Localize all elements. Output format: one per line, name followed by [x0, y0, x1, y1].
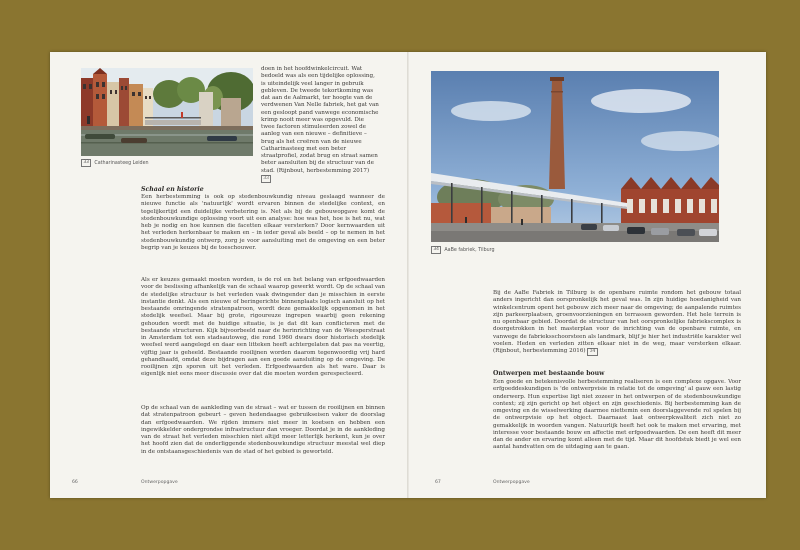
figure-caption-33 [81, 159, 149, 167]
photo-aabe-fabriek-tilburg [431, 71, 719, 242]
paragraph-ontwerpen: Een goede en betekenisvolle herbestemming realiseren is een complexe opgave. Voor erfgoeddeskundigen is 'de ontwerpvisie in relatie tot de omgeving' al gauw een lastig onderwerp. Hun expertise ligt niet zozeer in het ontwerpen of de stedenbouwkundige context; zij zijn gericht op het object en zijn geschiedenis. Bij herbestemming kan de omgeving en de wisselwerking daarmee niettemin een doorslaggevende rol spelen bij de ontwerpvisie op het object. Daarnaast laat ontwerpkwaliteit zich niet zo gemakkelijk in woorden vangen. Natuurlijk heeft het ook te maken met ervaring, met interesse voor bestaande bouw en affectie met erfgoedwaarden. De een heeft dit meer dan de ander en ervaring komt alleen met de tijd. Maar dit hoofdstuk biedt je wel een aantal handvatten om de uitdaging aan te gaan. [493, 379, 741, 451]
figure-reference-33: 33 [261, 175, 271, 183]
figure-caption-text: AaBe fabriek, Tilburg [444, 247, 495, 253]
book-spread [50, 52, 766, 498]
figure-number: 34 [431, 246, 441, 254]
section-heading-ontwerpen: Ontwerpen met bestaande bouw [493, 370, 605, 377]
page-number-67: 67 [435, 480, 441, 485]
paragraph-schaal-2: Als er keuzes gemaakt moeten worden, is de rol en het belang van erfgoedwaarden voor de beslissing afhankelijk van de schaal waarop gewerkt wordt. Op de schaal van de stedelijke structuur is het verleden vaak dwingender dan je misschien in eerste instantie denkt. Als een nieuwe of beringerichte binnenplaats logisch aansluit op het bestaande omringende stratenpatroon, wordt deze gemakkelijk opgenomen in het stedelijk weefsel. Maar bij grote, rigoureuze ingrepen waarbij geen rekening gehouden wordt met de huidige situatie, is je dat dit kan conflicteren met de bestaande structuren. Kijk bijvoorbeeld naar de herinrichting van de Weesperstraat in Amsterdam tot een stadsautoweg, die rond 1960 dwars door historisch stedelijk weefsel werd aangelegd en daar een litteken heeft achtergelaten dat pas na veertig, vijftig jaar is geheeld. Bestaande rooilijnen worden daarom tegenwoordig vrij hard gehandhaafd, omdat deze bijdragen aan een goede aansluiting op de omgeving. De rooilijnen zijn sporen uit het verleden. Erfgoedwaarden als het ware. Daar is eigenlijk niet eens meer discussie over dat die moeten worden gerespecteerd. [141, 277, 385, 378]
page-number-66: 66 [72, 480, 78, 485]
aabe-text: Bij de AaBe Fabriek in Tilburg is de openbare ruimte rondom het gebouw totaal anders ingericht dan oorspronkelijk het geval was. In zijn huidige hoedanigheid van winkelcentrum opent het gebouw zich meer naar de omgeving; de aanpalende ruimtes zijn parkeerplaatsen, groenvoorzieningen en terrassen geworden. Het hele terrein is nu openbaar gebied. Doordat de structuur van het oorspronkelijke fabriekscomplex is doorgetrokken in het masterplan voor de inrichting van de openbare ruimte, en vanwege de fabrieksschoorsteen als landmark, blijf je hier het industriële karakter wel voelen. Heden en verleden zitten elkaar niet in de weg, maar versterken elkaar. (Rijnbout, herbestemming 2016) [493, 290, 741, 354]
left-page [50, 52, 407, 498]
paragraph-aabe [493, 290, 741, 356]
paragraph-schaal-1: Een herbestemming is ook op stedenbouwkundig niveau geslaagd wanneer de nieuwe functie als 'natuurlijk' wordt ervaren binnen de stedelijke context, en tegelijkertijd een duidelijke verbetering is. Net als bij de gebouwopgave komt de stedenbouwkundige oplossing voort uit een analyse: hoe was het, hoe is het nu, wat heb je nodig en hoe kunnen die facetten elkaar versterken? Door kernwaarden uit het verleden herkenbaar te maken en – in ieder geval als beeld – op te nemen in het stedenbouwkundig ontwerp, zorg je voor aansluiting met de omgeving en een beter begrip van je keuzes bij de toeschouwer. [141, 194, 385, 251]
continued-text: doen in het hoofdwinkelcircuit. Wat bedoeld was als een tijdelijke oplossing, is uiteindelijk veel langer in gebruik gebleven. De tweede tekortkoming was dat aan de Aalmarkt, ter hoogte van de verdwenen Van Nelle fabriek, het gat van een gesloopt pand vanwege economische krimp nooit meer was opgevuld. Die twee factoren stimuleerden zowel de aanleg van een nieuwe – definitieve – brug als het creëren van de nieuwe Catharinasteeg met een beter straatprofiel, zodat brug en straat samen beter aansluiten bij de structuur van de stad. (Rijnbout, herbestemming 2017) [261, 66, 379, 174]
paragraph-schaal-3: Op de schaal van de aankleding van de straat – wat er tussen de rooilijnen en binnen dat stratenpatroon gebeurt – geven hedendaagse gebruikseisen vaker de doorslag dan erfgoedwaarden. We rijden immers niet meer in koetsen en hebben een ingewikkelder ondergrondse infrastructuur dan vroeger. Doordat je in de aankleding van de straat het verleden misschien niet altijd meer letterlijk herkent, kun je over het hoofd zien dat de onderliggende stedenbouwkundige structuur meestal wel diep in de ontstaansgeschiedenis van de stad of het gebied is geworteld. [141, 405, 385, 455]
photo-catharinasteeg-leiden [81, 68, 253, 156]
footer-label-right: Ontwerpopgave [493, 480, 530, 485]
figure-caption-34 [431, 246, 495, 254]
footer-label-left: Ontwerpopgave [141, 480, 178, 485]
section-heading-schaal-en-historie: Schaal en historie [141, 186, 204, 193]
figure-caption-text: Catharinasteeg Leiden [94, 160, 149, 166]
figure-number: 33 [81, 159, 91, 167]
right-page [409, 52, 766, 498]
text-column-continued [261, 66, 379, 183]
figure-reference-34: 34 [587, 348, 597, 356]
